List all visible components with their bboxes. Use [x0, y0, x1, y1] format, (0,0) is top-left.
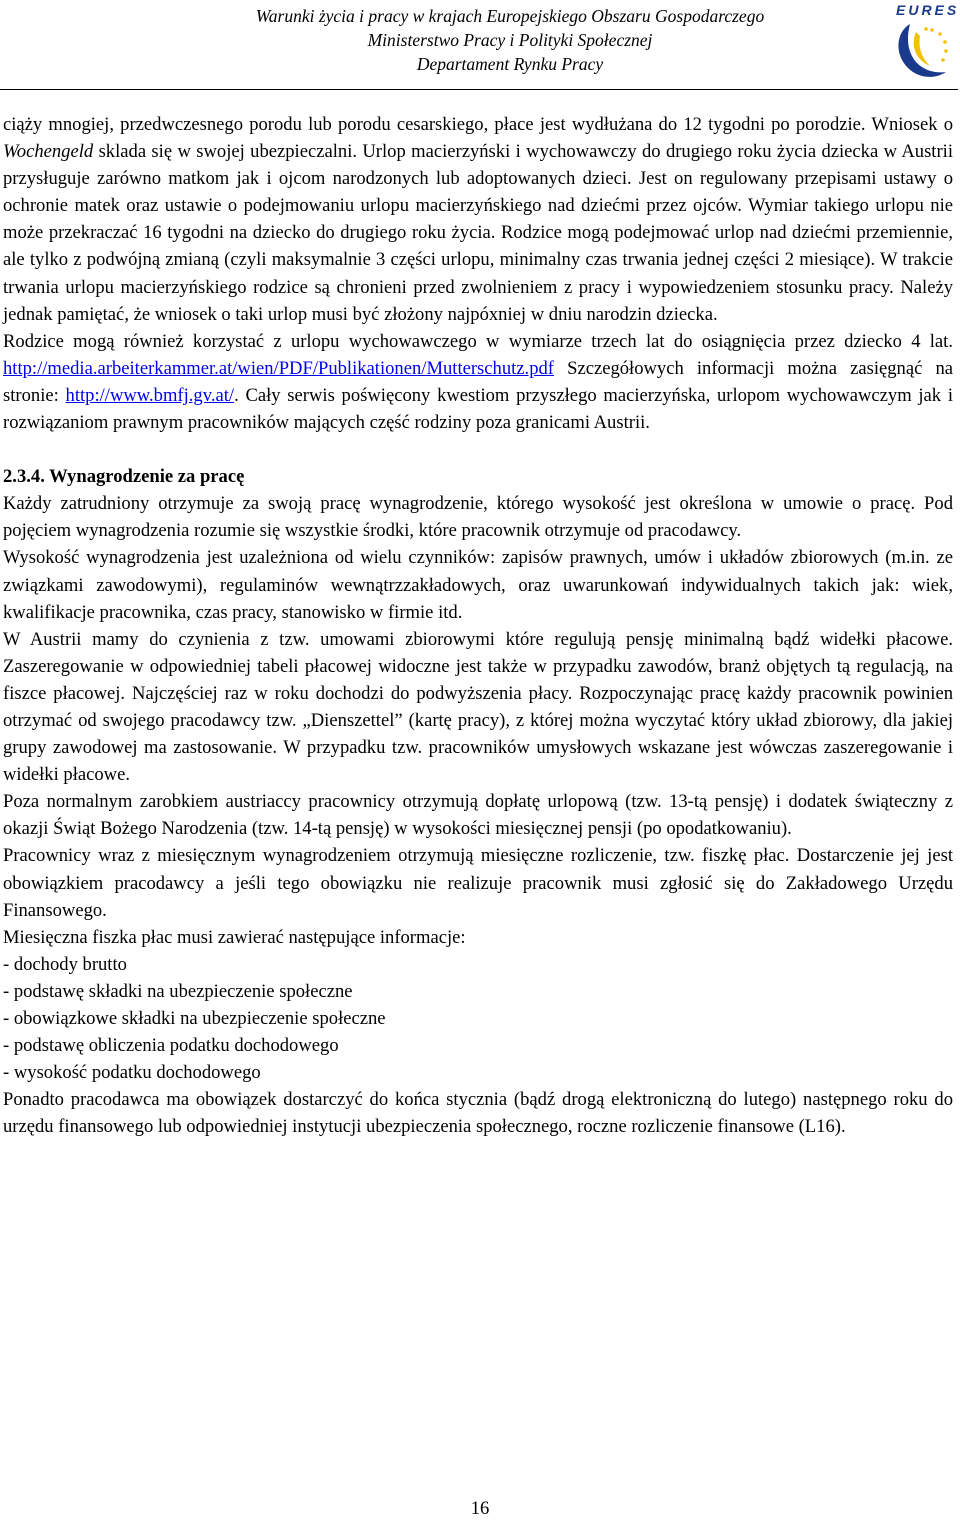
list-item: - podstawę obliczenia podatku dochodowego: [3, 1035, 339, 1057]
list-item: - obowiązkowe składki na ubezpieczenie społeczne: [3, 1008, 386, 1029]
paragraph: Ponadto pracodawca ma obowiązek dostarczyć do końca stycznia (bądź drogą elektroniczną do lutego) następnego roku do urzędu finansowego lub odpowiedniej instytucji ubezpieczenia społecznego, roczne rozliczenie finansowe (L16).: [3, 1089, 953, 1138]
header-divider: [0, 89, 958, 90]
list-item: - wysokość podatku dochodowego: [3, 1062, 261, 1084]
link-bmfj[interactable]: http://www.bmfj.gv.at/: [65, 384, 235, 406]
eures-logo: [888, 2, 958, 86]
paragraph: ciąży mnogiej, przedwczesnego porodu lub porodu cesarskiego, płace jest wydłużana do 12 tygodni po porodzie. Wniosek o Wochengeld sklada się w swojej ubezpieczalni. Urlop macierzyński i wychowawczy do drugiego roku życia dziecka w Austrii przysługuje zarówno matkom jak i ojcom narodzonych lub adoptowanych dzieci. Jest on regulowany przepisami ustawy o ochronie matek oraz ustawie o podejmowaniu urlopu macierzyńskiego nad dziećmi przez ojców. Wymiar takiego urlopu nie może przekraczać 16 tygodni na dziecko do drugiego roku życia. Rodzice mogą podejmować urlop nad dziećmi przemiennie, ale tylko z podwójną zmianą (czyli maksymalnie 3 części urlopu, minimalny czas trwania jednej części 2 miesiące). W trakcie trwania urlopu macierzyńskiego rodzice są chronieni przed zwolnieniem z pracy i wypowiedzeniem stosunku pracy. Należy jednak pamiętać, że wniosek o taki urlop musi być złożony najpóxniej w dniu narodzin dziecka.: [3, 114, 953, 325]
term-wochengeld: Wochengeld: [3, 141, 94, 163]
document-body: [3, 111, 953, 1140]
page-header: [0, 0, 960, 88]
list-item: - podstawę składki na ubezpieczenie społeczne: [3, 980, 353, 1002]
header-line-ministry: Ministerstwo Pracy i Polityki Społecznej: [367, 30, 653, 50]
paragraph: Każdy zatrudniony otrzymuje za swoją pracę wynagrodzenie, którego wysokość jest określona w umowie o pracę. Pod pojęciem wynagrodzenia rozumie się wszystkie środki, które pracownik otrzymuje od pracodawcy.: [3, 493, 953, 542]
spacer: [3, 436, 953, 463]
page-number: 16: [470, 1498, 490, 1519]
paragraph: Poza normalnym zarobkiem austriaccy pracownicy otrzymują dopłatę urlopową (tzw. 13-tą pensję) i dodatek świąteczny z okazji Świąt Bożego Narodzenia (tzw. 14-tą pensję) w wysokości miesięcznej pensji (po opodatkowaniu).: [3, 791, 953, 840]
header-line-department: Departament Rynku Pracy: [416, 54, 604, 74]
eures-logo-text: EURES: [896, 2, 960, 18]
paragraph: Rodzice mogą również korzystać z urlopu wychowawczego w wymiarze trzech lat do osiągnięcia przez dziecko 4 lat. http://media.arbeiterkammer.at/wien/PDF/Publikationen/Mutterschutz.pdf Szczegółowych informacji można zasięgnąć na stronie: http://www.bmfj.gv.at/. Cały serwis poświęcony kwestiom przyszłego macierzyńska, urlopom wychowawczym jak i rozwiązaniom prawnym pracowników mających część rodziny poza granicami Austrii.: [3, 330, 954, 434]
list-item: - dochody brutto: [3, 953, 127, 975]
link-mutterschutz[interactable]: http://media.arbeiterkammer.at/wien/PDF/Publikationen/Mutterschutz.pdf: [3, 357, 554, 379]
paragraph: W Austrii mamy do czynienia z tzw. umowami zbiorowymi które regulują pensję minimalną bądź widełki płacowe. Zaszeregowanie w odpowiedniej tabeli płacowej widoczne jest także w przypadku zawodów, branż objętych tą regulacją, na fiszce płacowej. Najczęściej raz w roku dochodzi do podwyższenia płacy. Rozpoczynając pracę każdy pracownik powinien otrzymać od swojego pracodawcy tzw. „Dienszettel” (kartę pracy), z której można wyczytać który układ zbiorowy, dla jakiej grupy zawodowej ma zastosowanie. W przypadku tzw. pracowników umysłowych wskazane jest wówczas zaszeregowanie i widełki płacowe.: [3, 628, 953, 786]
header-text: [140, 4, 880, 76]
paragraph: Miesięczna fiszka płac musi zawierać następujące informacje:: [3, 926, 466, 948]
paragraph: Wysokość wynagrodzenia jest uzależniona od wielu czynników: zapisów prawnych, umów i układów zbiorowych (m.in. ze związkami zawodowymi), regulaminów wewnątrzzakładowych, oraz uwarunkowań indywidualnych takich jak: wiek, kwalifikacje pracownika, czas pracy, stanowisko w firmie itd.: [3, 547, 953, 623]
header-line-title: Warunki życia i pracy w krajach Europejskiego Obszaru Gospodarczego: [255, 6, 765, 26]
paragraph: Pracownicy wraz z miesięcznym wynagrodzeniem otrzymują miesięczne rozliczenie, tzw. fiszkę płac. Dostarczenie jej jest obowiązkiem pracodawcy a jeśli tego obowiązku nie realizuje pracownik musi zgłosić się do Zakładowego Urzędu Finansowego.: [3, 845, 953, 921]
section-heading: 2.3.4. Wynagrodzenie za pracę: [3, 466, 245, 488]
